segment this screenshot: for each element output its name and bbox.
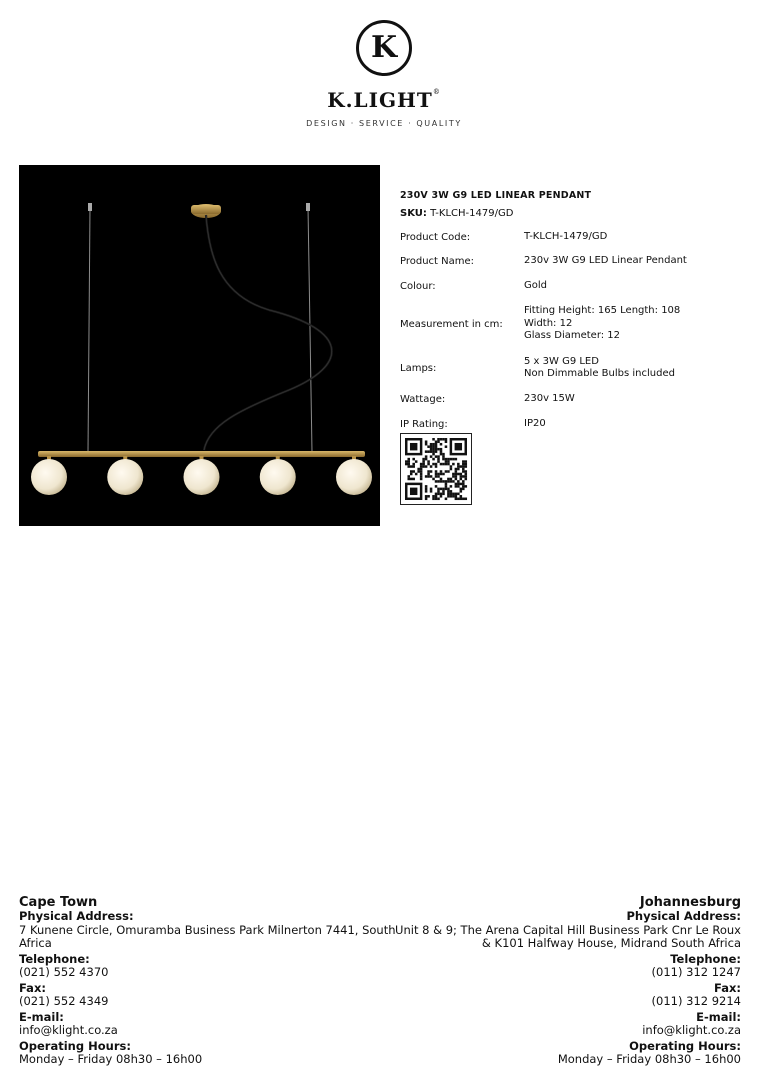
spec-key: Wattage: [400, 394, 446, 405]
spec-value: T-KLCH-1479/GD [524, 230, 608, 242]
email-label: E-mail: [696, 1009, 741, 1024]
spec-row-measurement [400, 299, 750, 349]
spec-key: Product Code: [400, 231, 471, 243]
pendant-illustration [19, 165, 380, 526]
logo-mark [356, 20, 412, 76]
hours-label: Operating Hours: [629, 1038, 741, 1053]
spec-row-product-name [400, 249, 750, 274]
sku-label: SKU: [400, 208, 427, 219]
glass-globe [260, 459, 296, 495]
spec-value-line: Glass Diameter: 12 [524, 330, 621, 342]
registered-mark: ® [432, 88, 441, 96]
glass-globe [184, 459, 220, 495]
spec-key: Lamps: [400, 362, 437, 374]
spec-row-product-code [400, 225, 750, 249]
office-city: Cape Town [19, 895, 98, 910]
brand-text: K.LIGHT [327, 88, 433, 112]
spec-value: IP20 [524, 418, 546, 430]
spec-value: 230v 15W [524, 393, 575, 405]
canopy-base [191, 205, 221, 214]
spec-value-line: Fitting Height: 165 Length: 108 [524, 305, 681, 317]
globe-group [31, 456, 372, 495]
spec-key: IP Rating: [400, 419, 448, 430]
email-link[interactable]: info@klight.co.za [642, 1023, 741, 1037]
spec-key: Measurement in cm: [400, 318, 503, 330]
address-label: Physical Address: [19, 909, 134, 923]
telephone-label: Telephone: [670, 951, 741, 966]
address-text: 7 Kunene Circle, Omuramba Business Park Milnerton 7441, South Africa [19, 922, 396, 950]
hours-value: Monday – Friday 08h30 – 16h00 [19, 1052, 203, 1066]
spec-key: Product Name: [400, 256, 475, 267]
spec-row-colour [400, 274, 750, 299]
sku-line [400, 208, 750, 219]
office-cape-town [19, 895, 399, 1067]
logo-letter: K [370, 30, 398, 65]
telephone-value[interactable]: (011) 312 1247 [651, 965, 741, 979]
address-line: & K101 Halfway House, Midrand South Africa [481, 936, 741, 950]
suspension-wire-right [308, 207, 312, 452]
telephone-label: Telephone: [19, 951, 90, 966]
spec-value-line: Width: 12 [524, 317, 573, 329]
address-line: Unit 8 & 9; The Arena Capital Hill Business Park Cnr Le Roux [395, 922, 741, 937]
product-photo [19, 165, 380, 526]
spec-value: Gold [524, 280, 547, 292]
hours-label: Operating Hours: [19, 1038, 131, 1053]
fax-value: (011) 312 9214 [651, 994, 741, 1008]
qr-code-icon [401, 434, 471, 504]
spec-value [524, 356, 750, 381]
office-city: Johannesburg [639, 895, 741, 910]
tagline: DESIGN · SERVICE · QUALITY [306, 119, 462, 128]
power-cord-highlight [204, 215, 332, 450]
glass-globe [31, 459, 67, 495]
fax-label: Fax: [19, 980, 46, 995]
spec-row-lamps [400, 349, 750, 387]
sku-value: T-KLCH-1479/GD [430, 208, 514, 219]
glass-globe [107, 459, 143, 495]
email-label: E-mail: [19, 1009, 64, 1024]
wire-clip-left [88, 203, 92, 211]
address-label: Physical Address: [626, 909, 741, 923]
hours-value: Monday – Friday 08h30 – 16h00 [557, 1052, 741, 1066]
spec-value: 230v 3W G9 LED Linear Pendant [524, 255, 687, 267]
spec-value-line: 5 x 3W G9 LED [524, 355, 599, 367]
wire-clip-right [306, 203, 310, 211]
spec-row-wattage [400, 387, 750, 412]
brand-name [0, 88, 768, 112]
fax-value: (021) 552 4349 [19, 994, 109, 1008]
telephone-value[interactable]: (021) 552 4370 [19, 965, 109, 979]
spec-block [400, 190, 750, 437]
spec-value [524, 305, 750, 343]
product-title: 230V 3W G9 LED LINEAR PENDANT [400, 190, 592, 201]
power-cord [204, 215, 332, 450]
header [0, 20, 768, 128]
spec-key: Colour: [400, 281, 436, 292]
qr-code[interactable] [400, 433, 472, 505]
suspension-wire-left [88, 207, 90, 452]
spec-value-line: Non Dimmable Bulbs included [524, 368, 675, 379]
office-johannesburg [361, 895, 741, 1067]
glass-globe [336, 459, 372, 495]
email-link[interactable]: info@klight.co.za [19, 1023, 118, 1037]
fax-label: Fax: [714, 980, 741, 995]
